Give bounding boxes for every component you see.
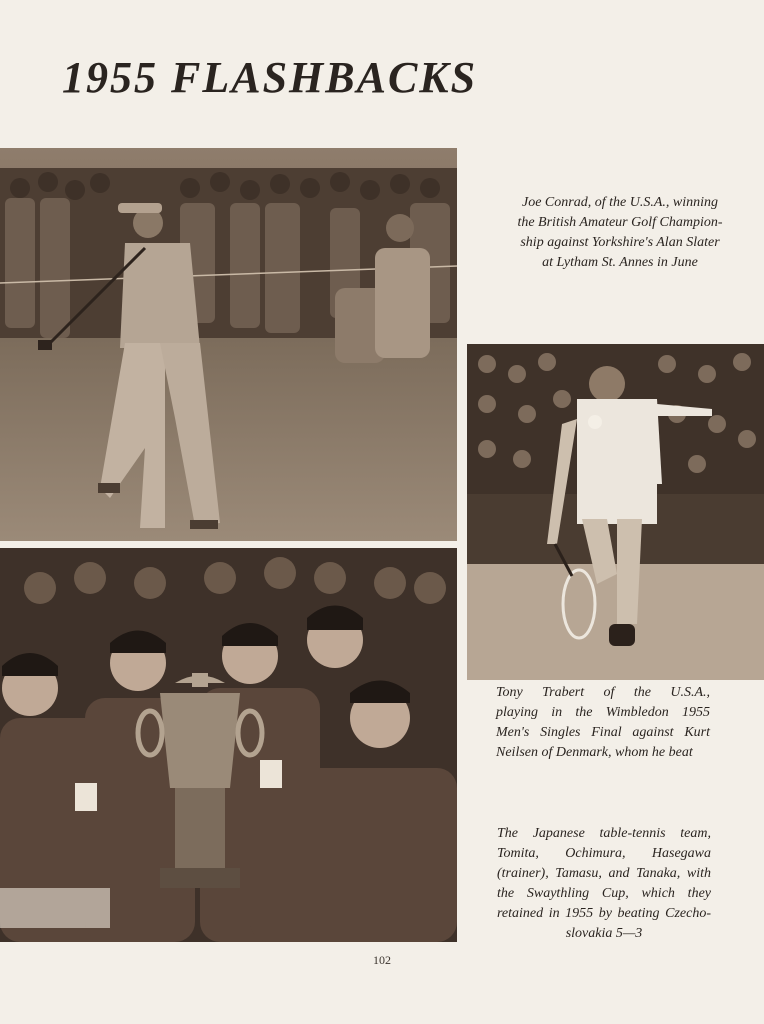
caption-line: (trainer), Tamasu, and Tanaka, with — [497, 866, 711, 881]
page-number: 102 — [373, 953, 391, 967]
tennis-photo — [467, 344, 764, 680]
caption-line: Joe Conrad, of the U.S.A., winning — [522, 195, 718, 210]
golf-caption — [476, 193, 764, 273]
caption-line: at Lytham St. Annes in June — [542, 255, 698, 270]
caption-line: Tony Trabert of the U.S.A., — [496, 685, 710, 700]
caption-line: Tomita, Ochimura, Hasegawa — [497, 846, 711, 861]
caption-line: ship against Yorkshire's Alan Slater — [520, 235, 720, 250]
page-title: 1955 FLASHBACKS — [62, 53, 478, 102]
table-tennis-caption — [497, 824, 711, 944]
caption-line: The Japanese table-tennis team, — [497, 826, 711, 841]
caption-line: playing in the Wimbledon 1955 — [496, 705, 710, 720]
caption-line: the Swaythling Cup, which they — [497, 886, 711, 901]
caption-line: the British Amateur Golf Champion- — [517, 215, 723, 230]
caption-line: slovakia 5—3 — [565, 926, 643, 941]
caption-line: Neilsen of Denmark, whom he beat — [496, 745, 693, 760]
tennis-caption — [496, 683, 710, 763]
caption-line: retained in 1955 by beating Czecho- — [497, 906, 711, 921]
golf-photo — [0, 148, 457, 541]
trophy-photo — [0, 548, 457, 942]
caption-line: Men's Singles Final against Kurt — [496, 725, 710, 740]
